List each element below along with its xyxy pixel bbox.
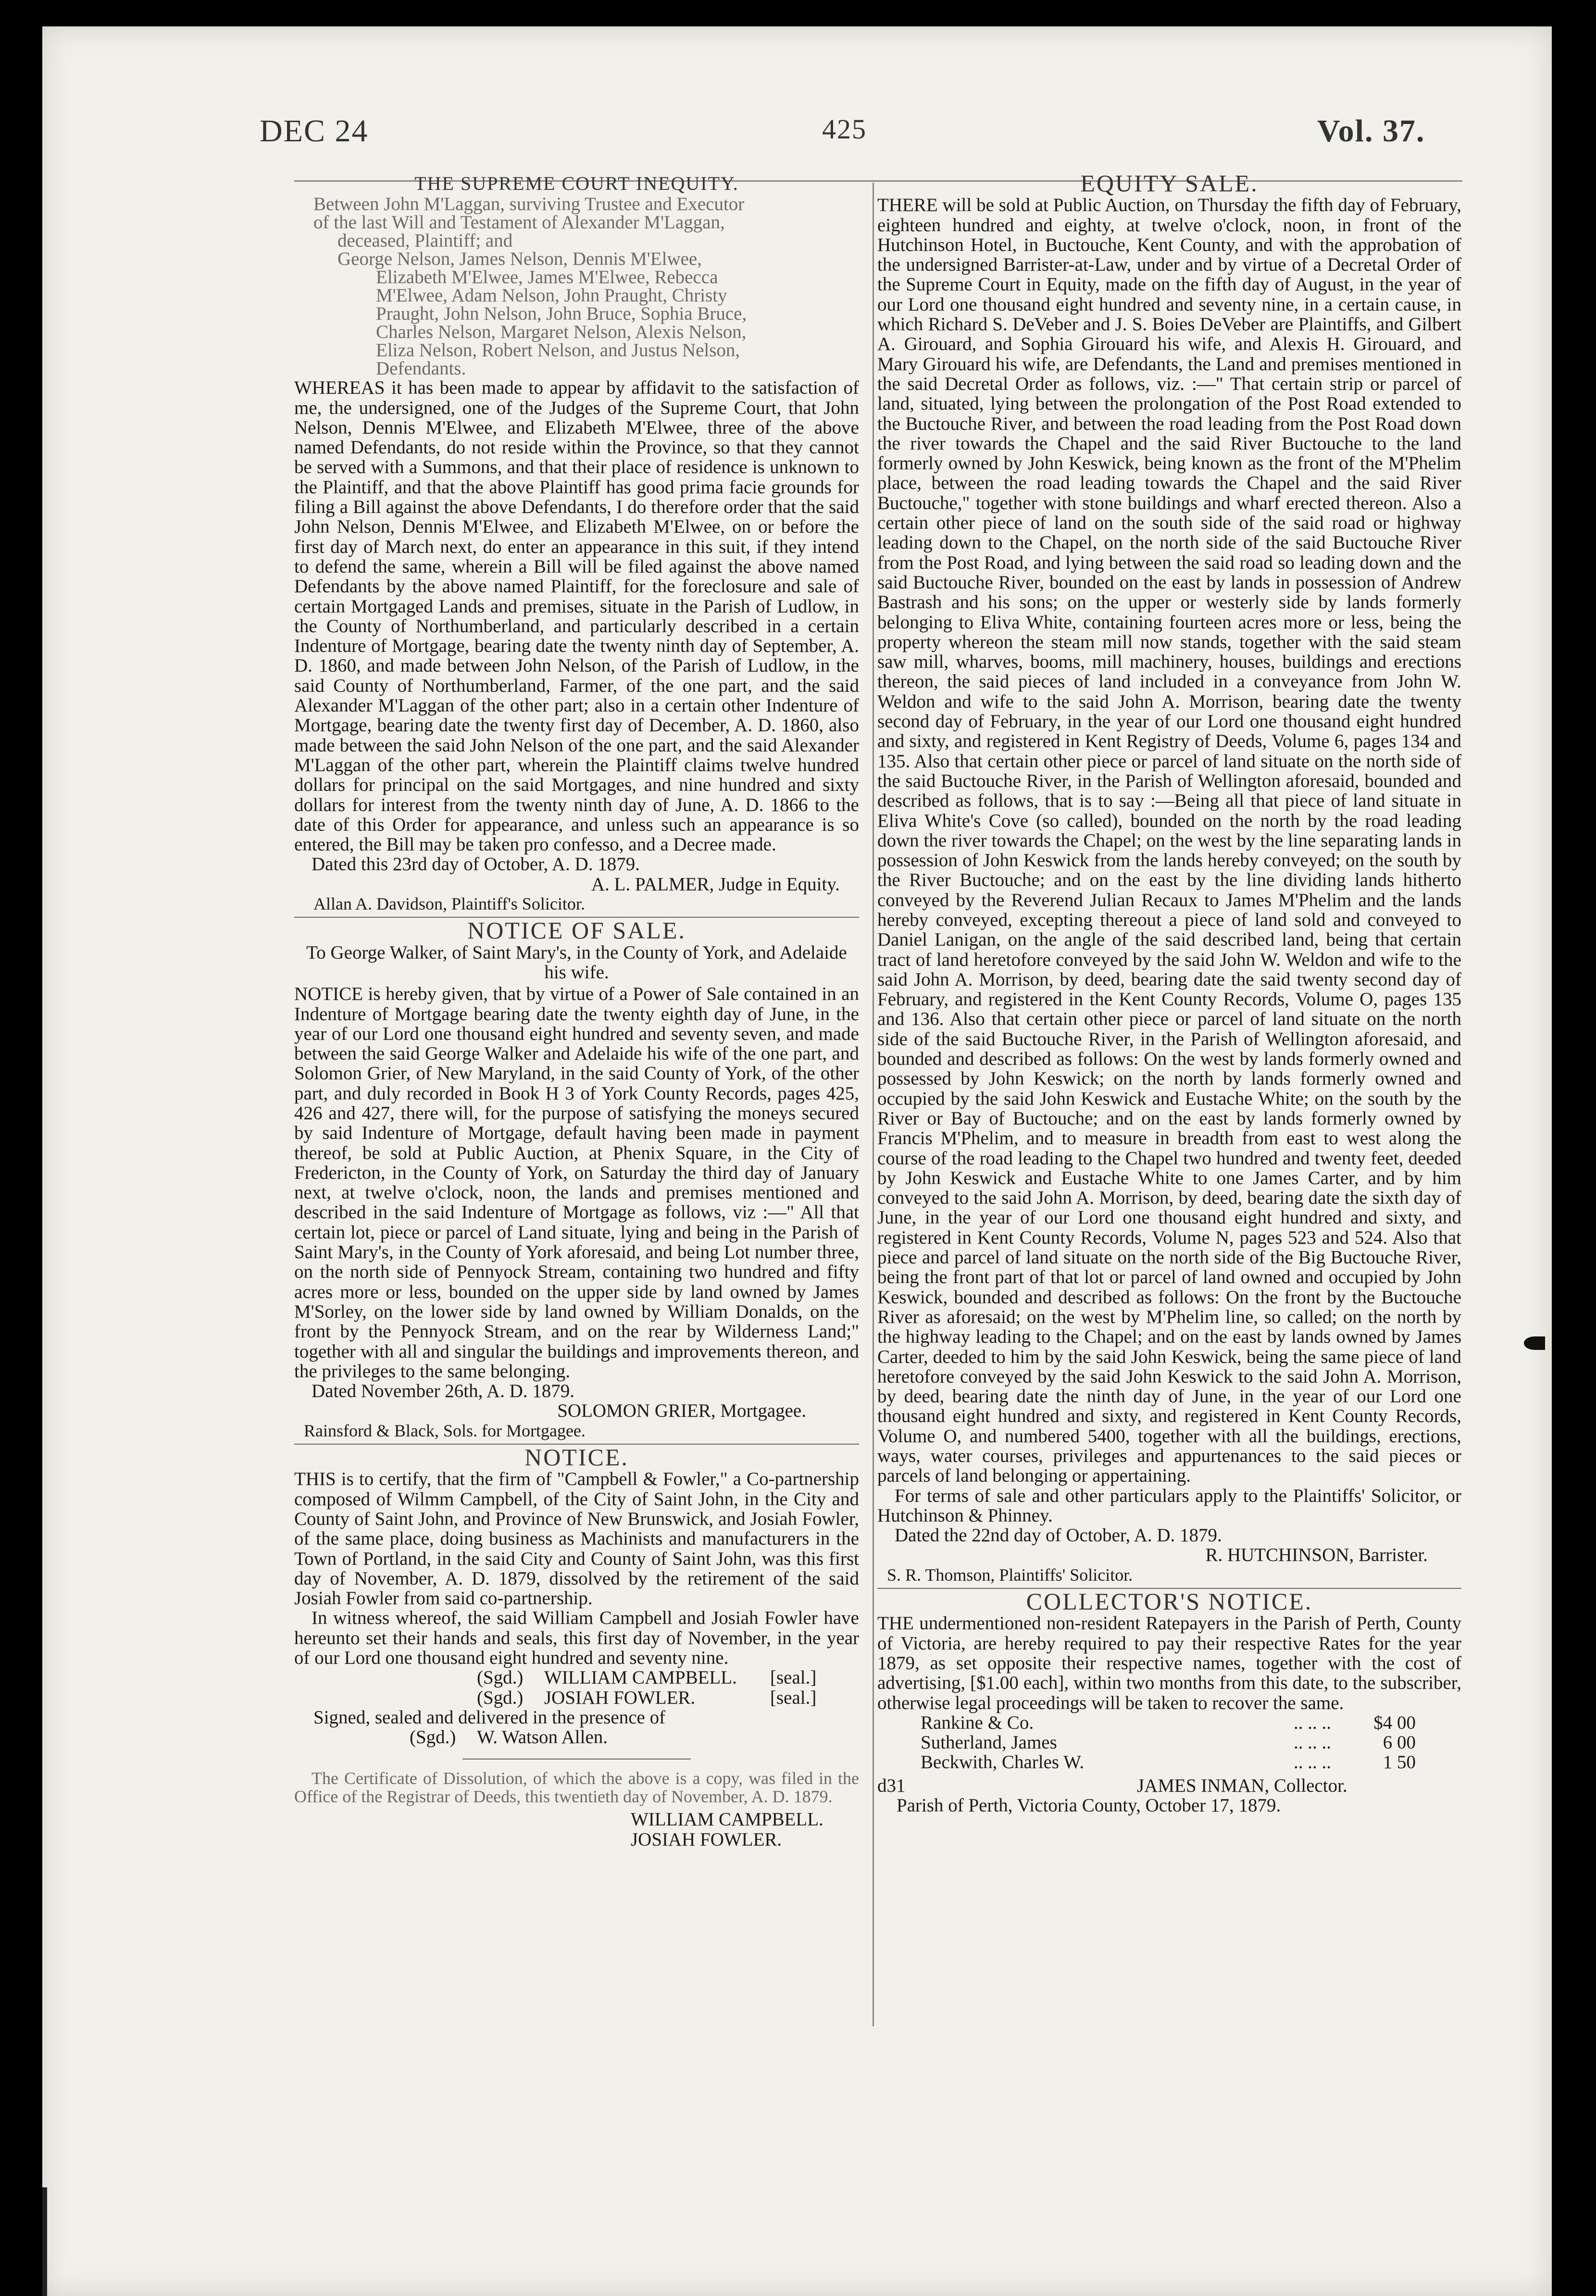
sgd-mark: (Sgd.) (477, 1687, 524, 1708)
party-line: Defendants. (376, 358, 466, 379)
dissolution-certificate: The Certificate of Dissolution, of which the above is a copy, was filed in the Office of the Registrar of Deeds, this twentieth day of November, A. D. 1879. (294, 1769, 859, 1807)
supreme-court-title: THE SUPREME COURT INEQUITY. (414, 173, 739, 194)
court-order-signer: A. L. PALMER, Judge in Equity. (591, 873, 840, 895)
party-line: Elizabeth M'Elwee, James M'Elwee, Rebecca (376, 267, 718, 288)
table-row (921, 1752, 1416, 1772)
signature-name: WILLIAM CAMPBELL. (544, 1667, 737, 1688)
signature-line (477, 1688, 859, 1708)
header-date: DEC 24 (260, 113, 369, 149)
collectors-notice-body: THE undermentioned non-resident Ratepayers in the Parish of Perth, County of Victoria, are hereby required to pay their respective Rates for the year 1879, as set opposite their respective names, together with the cost of advertising, [$1.00 each], within two months from this date, to the subscriber, otherwise legal proceedings will be taken to recover the same. (877, 1613, 1461, 1713)
signature-line (477, 1668, 859, 1687)
notice-of-sale-dated: Dated November 26th, A. D. 1879. (312, 1381, 574, 1402)
scan-mark (1524, 1336, 1545, 1350)
equity-sale-title: EQUITY SALE. (1080, 170, 1259, 197)
seal-mark: [seal.] (770, 1687, 817, 1708)
sgd-mark: (Sgd.) (477, 1667, 524, 1688)
dissolution-witness: In witness whereof, the said William Campbell and Josiah Fowler have hereunto set their hands and seals, this first day of November, in the year of our Lord one thousand eight hundred and seventy nine. (294, 1608, 859, 1668)
rate-amount: 1 50 (1383, 1751, 1416, 1772)
party-line: Charles Nelson, Margaret Nelson, Alexis Nelson, (376, 322, 747, 343)
dissolution-name: WILLIAM CAMPBELL. (631, 1809, 823, 1830)
court-order-dated: Dated this 23rd day of October, A. D. 1879. (312, 854, 640, 875)
collector-signature-line (877, 1776, 1461, 1796)
scan-edge (42, 2187, 47, 2296)
court-order-body: WHEREAS it has been made to appear by affidavit to the satisfaction of me, the undersigned, one of the Judges of the Supreme Court, that John Nelson, Dennis M'Elwee, and Elizabeth M'Elwee, three of the above named Defendants, do not reside within the Province, so that they cannot be served with a Summons, and that their place of residence is unknown to the Plaintiff, and that the above Plaintiff has good prima facie grounds for filing a Bill against the above Defendants, I do therefore order that the said John Nelson, Dennis M'Elwee, and Elizabeth M'Elwee, on or before the first day of March next, do enter an appearance in this suit, if they intend to defend the same, wherein a Bill will be filed against the above named Defendants by the above named Plaintiff, for the foreclosure and sale of certain Mortgaged Lands and premises, situate in the Parish of Ludlow, in the County of Northumberland, and particularly described in a certain Indenture of Mortgage, bearing date the twenty ninth day of September, A. D. 1860, and made between John Nelson, of the Parish of Ludlow, in the said County of Northumberland, Farmer, of the one part, and the said Alexander M'Laggan of the other part; also in a certain other Indenture of Mortgage, bearing date the twenty first day of December, A. D. 1860, also made between the said John Nelson of the one part, and the said Alexander M'Laggan of the other part, wherein the Plaintiff claims twelve hundred dollars for principal on the said Mortgages, and nine hundred and sixty dollars for interest from the twenty ninth day of June, A. D. 1866 to the date of this Order for appearance, and unless such an appearance is so entered, the Bill may be taken pro confesso, and a Decree made. (294, 377, 859, 855)
signature-name: JOSIAH FOWLER. (544, 1687, 696, 1708)
rate-amount: 6 00 (1383, 1732, 1416, 1753)
ratepayer-name: Sutherland, James (921, 1732, 1057, 1753)
signed-in-presence: Signed, sealed and delivered in the presence of (313, 1707, 666, 1728)
equity-sale-dated: Dated the 22nd day of October, A. D. 1879. (895, 1525, 1222, 1546)
witness-name: W. Watson Allen. (477, 1727, 608, 1748)
leader-dots: .. .. .. (1294, 1751, 1331, 1772)
table-row (921, 1733, 1416, 1752)
dissolution-name: JOSIAH FOWLER. (631, 1829, 782, 1850)
equity-sale-terms: For terms of sale and other particulars apply to the Plaintiffs' Solicitor, or Hutchinson & Phinney. (877, 1485, 1461, 1526)
table-row (921, 1713, 1416, 1733)
leader-dots: .. .. .. (1294, 1732, 1331, 1753)
party-line: of the last Will and Testament of Alexander M'Laggan, (313, 212, 725, 233)
notice-of-sale-addressee: To George Walker, of Saint Mary's, in the County of York, and Adelaide his wife. (306, 942, 847, 983)
party-line: M'Elwee, Adam Nelson, John Praught, Christy (376, 285, 727, 306)
party-line: Between John M'Laggan, surviving Trustee and Executor (313, 194, 745, 215)
party-line: deceased, Plaintiff; and (337, 230, 513, 251)
notice-of-sale-signer: SOLOMON GRIER, Mortgagee. (557, 1400, 806, 1422)
dissolution-notice-title: NOTICE. (524, 1444, 629, 1471)
leader-dots: .. .. .. (1294, 1712, 1331, 1733)
equity-sale-solicitor: S. R. Thomson, Plaintiffs' Solicitor. (887, 1565, 1133, 1585)
right-column (877, 171, 1461, 1815)
witness-line (410, 1727, 859, 1747)
left-column (294, 171, 859, 1849)
notice-of-sale-body: NOTICE is hereby given, that by virtue of a Power of Sale contained in an Indenture of Mortgage bearing date the twenty eighth day of June, in the year of our Lord one thousand eight hundred and seventy seven, and made between the said George Walker and Adelaide his wife of the one part, and Solomon Grier, of New Maryland, in the said County of York, of the other part, and duly recorded in Book H 3 of York County Records, pages 425, 426 and 427, there will, for the purpose of satisfying the moneys secured by said Indenture of Mortgage, default having been made in payment thereof, be sold at Public Auction, at Phenix Square, in the City of Fredericton, in the County of York, on Saturday the third day of January next, at twelve o'clock, noon, the lands and premises mentioned and described in the said Indenture of Mortgage as follows, viz :—" All that certain lot, piece or parcel of Land situate, lying and being in the Parish of Saint Mary's, in the County of York aforesaid, and being Lot number three, on the north side of Pennyock Stream, containing two hundred and fifty acres more or less, bounded on the upper side by land owned by James M'Sorley, on the lower side by land owned by William Donalds, on the front by the Pennyock Stream, and on the rear by Wilderness Land;" together with all and singular the buildings and improvements thereon, and the privileges to the same belonging. (294, 984, 859, 1382)
dissolution-notice-body: THIS is to certify, that the firm of "Campbell & Fowler," a Co-partnership composed of Wilmm Campbell, of the City of Saint John, in the City and County of Saint John, and Province of New Brunswick, and Josiah Fowler, of the same place, doing business as Machinists and manufacturers in the Town of Portland, in the said City and County of Saint John, was this first day of November, A. D. 1879, dissolved by the retirement of the said Josiah Fowler from said co-partnership. (294, 1469, 859, 1609)
header-volume: Vol. 37. (1317, 113, 1425, 149)
collectors-notice-title: COLLECTOR'S NOTICE. (1026, 1588, 1313, 1615)
equity-sale-body: THERE will be sold at Public Auction, on Thursday the fifth day of February, eighteen hundred and eighty, at twelve o'clock, noon, in front of the Hutchinson Hotel, in Buctouche, Kent County, and with the approbation of the undersigned Barrister-at-Law, under and by virtue of a Decretal Order of the Supreme Court in Equity, made on the fifth day of August, in the year of our Lord one thousand eight hundred and seventy nine, in a certain cause, in which Richard S. DeVeber and J. S. Boies DeVeber are Plaintiffs, and Gilbert A. Girouard, and Sophia Girouard his wife, and Alexis H. Girouard, and Mary Girouard his wife, are Defendants, the Land and premises mentioned in the said Decretal Order as follows, viz. :—" That certain strip or parcel of land, situated, lying between the prolongation of the Post Road extended to the Buctouche River, and between the road leading from the Post Road down the river towards the Chapel and the said River Buctouche to the land formerly owned by John Keswick, being known as the front of the M'Phelim place, between the road leading towards the Chapel and the said River Buctouche," together with stone buildings and wharf erected thereon. Also a certain other piece of land on the south side of the said road or highway leading down to the Chapel, on the north side of the said Buctouche River from the Post Road, and lying between the said road so leading down and the said Buctouche River, bounded on the east by lands in possession of Andrew Bastrash and his sons; on the upper or westerly side by lands formerly belonging to Eliva White, containing fourteen acres more or less, being the property whereon the steam mill now stands, together with the said steam saw mill, wharves, booms, mill machinery, houses, buildings and erections thereon, the said pieces of land included in a conveyance from John W. Weldon and wife to the said John A. Morrison, bearing date the twenty second day of February, in the year of our Lord one thousand eight hundred and sixty, and registered in Kent Registry of Deeds, Volume 6, pages 134 and 135. Also that certain other piece or parcel of land situate on the north side of the said Buctouche River, in the Parish of Wellington aforesaid, bounded and described as follows, that is to say :—Being all that piece of land situate in Eliva White's Cove (so called), bounded on the north by the road leading down the river towards the Chapel; on the west by the line separating lands in possession of John Keswick from the lands hereby conveyed; on the south by the River Buctouche; and on the east by the line dividing lands hitherto conveyed by the Reverend Julian Recaux to James M'Phelim and the lands hereby conveyed, excepting thereout a piece of land sold and conveyed to Daniel Lanigan, on the angle of the said described land, being that certain tract of land heretofore conveyed by the said John W. Weldon and wife to the said John A. Morrison, by deed, bearing date the said twenty second day of February, and registered in the Kent County Records, Volume O, pages 135 and 136. Also that certain other piece or parcel of land situate on the north side of the said Buctouche River, in the Parish of Wellington aforesaid, and bounded and described as follows: On the west by lands formerly owned and possessed by John Keswick; on the north by lands formerly owned and occupied by the said John Keswick and Eustache White; on the south by the River or Bay of Buctouche; and on the east by lands formerly owned by Francis M'Phelim, and to measure in breadth from east to west along the course of the road leading to the Chapel two hundred and twenty feet, deeded by John Keswick and Eustache White to one James Carter, and by him conveyed to the said John A. Morrison, by deed, bearing date the sixth day of June, in the year of our Lord one thousand eight hundred and sixty, and registered in Kent County Records, Volume N, pages 523 and 524. Also that piece and parcel of land situate on the north side of the Big Buctouche River, being the front part of that lot or parcel of land owned and occupied by John Keswick, bounded and described as follows: On the front by the Buctouche River as aforesaid; on the west by M'Phelim line, so called; on the north by the highway leading to the Chapel; and on the east by lands owned by James Carter, deeded to him by the said John Keswick, being the same piece of land heretofore conveyed by the said John Keswick to the said John A. Morrison, by deed, bearing date the ninth day of June, in the year of our Lord one thousand eight hundred and sixty, and registered in Kent County Records, Volume O, and numbered 5400, together with all the buildings, erections, ways, water courses, privileges and appurtenances to the said pieces or parcels of land belonging or appertaining. (877, 195, 1461, 1486)
notice-of-sale-solicitor: Rainsford & Black, Sols. for Mortgagee. (304, 1421, 586, 1440)
party-line: Eliza Nelson, Robert Nelson, and Justus Nelson, (376, 340, 740, 361)
court-parties (313, 195, 859, 378)
rate-amount: $4 00 (1373, 1712, 1416, 1733)
party-line: Praught, John Nelson, John Bruce, Sophia Bruce, (376, 303, 747, 324)
court-order-solicitor: Allan A. Davidson, Plaintiff's Solicitor. (313, 894, 585, 914)
party-line: George Nelson, James Nelson, Dennis M'Elwee, (337, 249, 702, 270)
notice-code: d31 (877, 1775, 906, 1796)
column-separator (873, 183, 874, 2026)
collector-place-date: Parish of Perth, Victoria County, October 17, 1879. (897, 1795, 1281, 1816)
equity-sale-signer: R. HUTCHINSON, Barrister. (1205, 1545, 1428, 1566)
sgd-mark: (Sgd.) (410, 1727, 456, 1748)
header-page-number: 425 (822, 113, 867, 145)
notice-of-sale-title: NOTICE OF SALE. (467, 917, 686, 944)
ratepayer-name: Beckwith, Charles W. (921, 1751, 1085, 1772)
seal-mark: [seal.] (770, 1667, 817, 1688)
ratepayer-table (921, 1713, 1416, 1772)
collector-signer: JAMES INMAN, Collector. (1137, 1775, 1347, 1796)
ratepayer-name: Rankine & Co. (921, 1712, 1034, 1733)
